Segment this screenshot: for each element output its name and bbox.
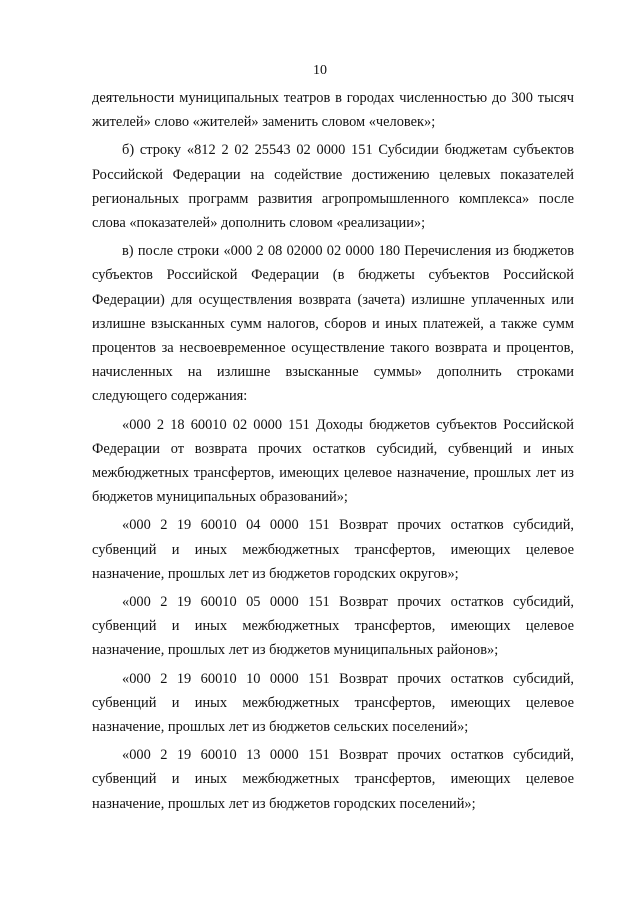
paragraph-code-line: «000 2 19 60010 05 0000 151 Возврат прочих остатков субсидий, субвенций и иных межбюджетных трансфертов, имеющих целевое назначение, прошлых лет из бюджетов муниципальных районов»;	[92, 594, 574, 659]
paragraph-code-line: «000 2 19 60010 04 0000 151 Возврат прочих остатков субсидий, субвенций и иных межбюджетных трансфертов, имеющих целевое назначение, прошлых лет из бюджетов городских округов»;	[92, 517, 574, 582]
paragraph-code-line: «000 2 19 60010 10 0000 151 Возврат прочих остатков субсидий, субвенций и иных межбюджетных трансфертов, имеющих целевое назначение, прошлых лет из бюджетов сельских поселений»;	[92, 670, 574, 736]
paragraph-item-b: б) строку «812 2 02 25543 02 0000 151 Субсидии бюджетам субъектов Российской Федерации на содействие достижению целевых показателей региональных программ развития агропромышленного комплекса» после слова «показателей» дополнить словом «реализации»;	[92, 142, 574, 232]
paragraph-code-line: «000 2 18 60010 02 0000 151 Доходы бюджетов субъектов Российской Федерации от возврата прочих остатков субсидий, субвенций и иных межбюджетных трансфертов, имеющих целевое назначение, прошлых лет из бюджетов муниципальных образований»;	[92, 416, 574, 506]
paragraph-item-v: в) после строки «000 2 08 02000 02 0000 180 Перечисления из бюджетов субъектов Российской Федерации (в бюджеты субъектов Российской Федерации) для осуществления возврата (зачета) излишне уплаченных или излишне взысканных сумм налогов, сборов и иных платежей, а также сумм процентов за несвоевременное осуществление такого возврата и процентов, начисленных на излишне взысканные суммы» дополнить строками следующего содержания:	[92, 243, 574, 405]
page-number: 10	[313, 63, 327, 78]
paragraph-code-line: «000 2 19 60010 13 0000 151 Возврат прочих остатков субсидий, субвенций и иных межбюджетных трансфертов, имеющих целевое назначение, прошлых лет из бюджетов городских поселений»;	[92, 747, 574, 812]
document-body	[92, 86, 574, 816]
paragraph-continuation: деятельности муниципальных театров в городах численностью до 300 тысяч жителей» слово «жителей» заменить словом «человек»;	[92, 90, 574, 131]
